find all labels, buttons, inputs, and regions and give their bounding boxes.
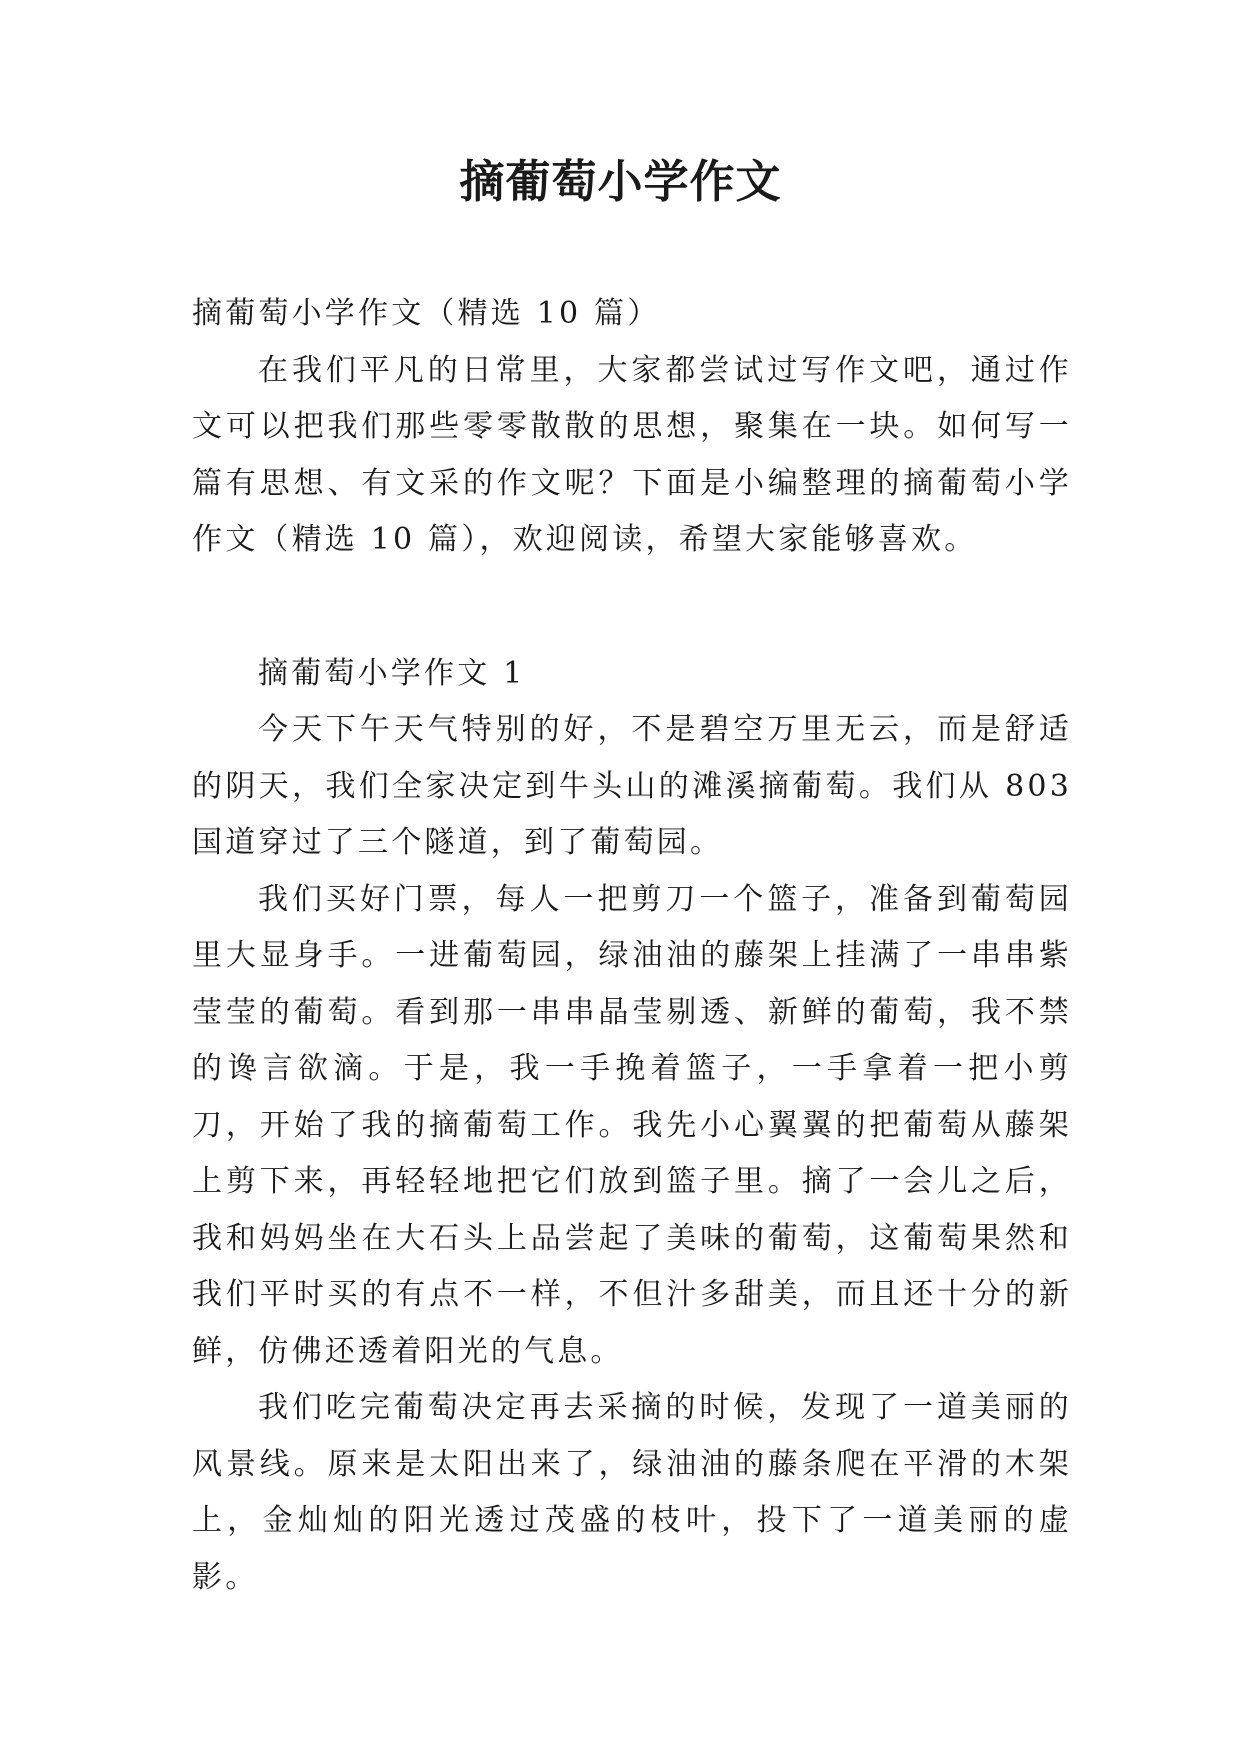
intro-paragraph: 在我们平凡的日常里，大家都尝试过写作文吧，通过作文可以把我们那些零零散散的思想，聚集在一块。如何写一篇有思想、有文采的作文呢？下面是小编整理的摘葡萄小学作文（精选 10 篇），欢迎阅读，希望大家能够喜欢。 — [192, 352, 1072, 557]
paragraph-gap — [192, 569, 1072, 646]
body-paragraph: 我们买好门票，每人一把剪刀一个篮子，准备到葡萄园里大显身手。一进葡萄园，绿油油的藤架上挂满了一串串紫莹莹的葡萄。看到那一串串晶莹剔透、新鲜的葡萄，我不禁的谗言欲滴。于是，我一手挽着篮子，一手拿着一把小剪刀，开始了我的摘葡萄工作。我先小心翼翼的把葡萄从藤架上剪下来，再轻轻地把它们放到篮子里。摘了一会儿之后，我和妈妈坐在大石头上品尝起了美味的葡萄，这葡萄果然和我们平时买的有点不一样，不但汁多甜美，而且还十分的新鲜，仿佛还透着阳光的气息。 — [192, 881, 1072, 1369]
body-paragraph: 今天下午天气特别的好，不是碧空万里无云，而是舒适的阴天，我们全家决定到牛头山的滩溪摘葡萄。我们从 803 国道穿过了三个隧道，到了葡萄园。 — [192, 712, 1072, 860]
document-subtitle: 摘葡萄小学作文（精选 10 篇） — [192, 296, 661, 331]
section-heading: 摘葡萄小学作文 1 — [258, 655, 526, 691]
document-title: 摘葡萄小学作文 — [459, 155, 782, 208]
document-body — [192, 286, 1072, 1606]
body-paragraph: 我们吃完葡萄决定再去采摘的时候，发现了一道美丽的风景线。原来是太阳出来了，绿油油的藤条爬在平滑的木架上，金灿灿的阳光透过茂盛的枝叶，投下了一道美丽的虚影。 — [192, 1390, 1072, 1595]
